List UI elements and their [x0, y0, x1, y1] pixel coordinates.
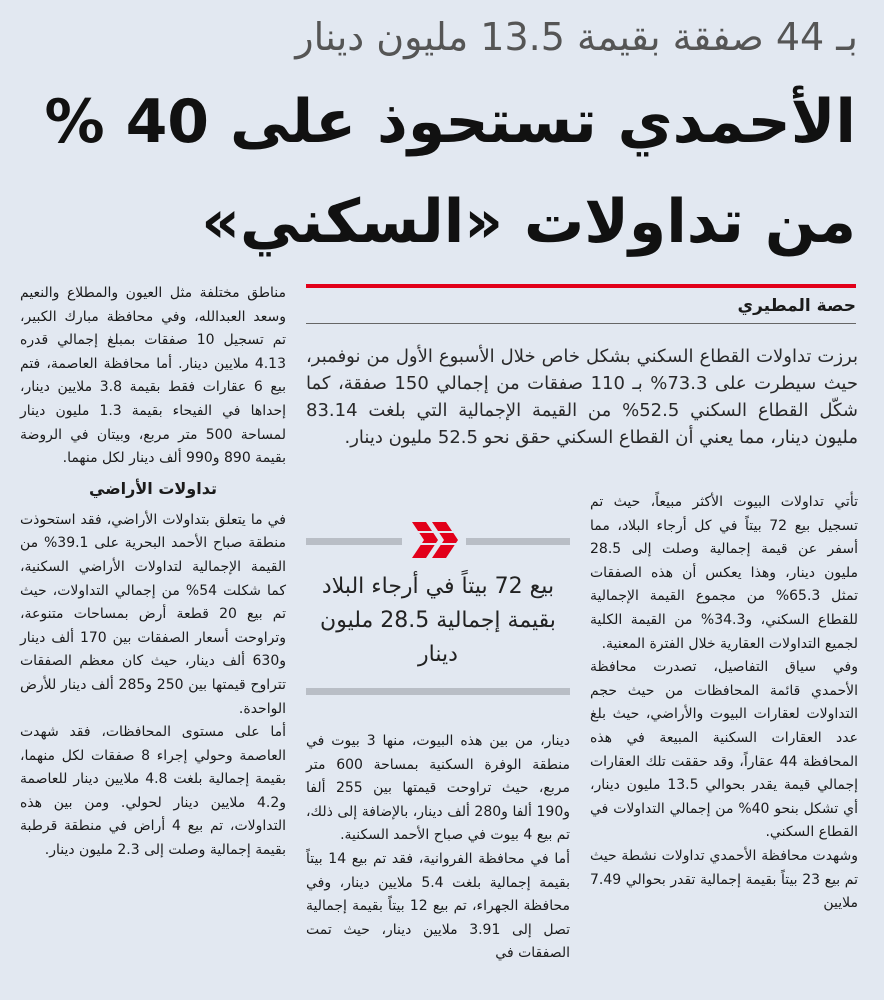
lead-paragraph [306, 343, 858, 451]
paragraph: أما على مستوى المحافظات، فقد شهدت العاصمة وحولي إجراء 8 صفقات لكل منهما، بقيمة إجمالية بلغت 4.8 ملايين دينار للعاصمة و4.2 ملايين دينار لحولي. ومن بين هذه التداولات، تم بيع 4 أراض في منطقة قرطبة بقيمة إجمالية وصلت إلى 2.3 مليون دينار. [20, 724, 286, 859]
kicker: بـ 44 صفقة بقيمة 13.5 مليون دينار [295, 15, 858, 59]
byline-rule [306, 323, 856, 324]
column-right [590, 491, 858, 916]
headline-line-1: الأحمدي تستحوذ على 40 % [44, 87, 856, 157]
paragraph: في ما يتعلق بتداولات الأراضي، فقد استحوذت منطقة صباح الأحمد البحرية على 39.1% من القيمة الإجمالية لتداولات الأراضي السكنية، كما شكلت 54% من إجمالي التداولات، حيث تم بيع 20 قطعة أرض بمساحات متنوعة، وتراوحت أسعار الصفقات بين 170 ألف دينار و630 ألف دينار، حيث كان معظم الصفقات تتراوح قيمتها بين 250 و285 ألف دينار للأرض الواحدة. [20, 511, 286, 717]
lead-text: برزت تداولات القطاع السكني بشكل خاص خلال الأسبوع الأول من نوفمبر، حيث سيطرت على 73.3% بـ 110 صفقات من إجمالي 150 صفقة، كما شكّل القطاع السكني 52.5% من القيمة الإجمالية التي بلغت 83.14 مليون دينار، مما يعني أن القطاع السكني حقق نحو 52.5 مليون دينار. [306, 346, 858, 448]
accent-rule [306, 284, 856, 288]
byline: حصة المطيري [737, 296, 856, 316]
paragraph: وفي سياق التفاصيل، تصدرت محافظة الأحمدي قائمة المحافظات من حيث حجم التداولات لعقارات البيوت والأراضي، حيث بلغ عدد العقارات السكنية المبيعة في هذه المحافظة 44 عقاراً، وقد حققت تلك العقارات إجمالي قيمة يقدر بحوالي 13.5 مليون دينار، أي تشكل بنحو 40% من إجمالي التداولات في القطاع السكني. [590, 659, 859, 841]
column-left [20, 282, 286, 863]
paragraph: أما في محافظة الفروانية، فقد تم بيع 14 بيتاً بقيمة إجمالية بلغت 5.4 ملايين دينار، وفي محافظة الجهراء، تم بيع 12 بيتاً بقيمة إجمالية تصل إلى 3.91 ملايين دينار، حيث تمت الصفقات في [306, 850, 571, 962]
pull-quote-bar-left [306, 538, 402, 545]
pull-quote-bar-bottom [306, 688, 570, 695]
paragraph: وشهدت محافظة الأحمدي تداولات نشطة حيث تم بيع 23 بيتاً بقيمة إجمالية تقدر بحوالي 7.49 ملايين [590, 847, 859, 912]
pull-quote: بيع 72 بيتاً في أرجاء البلاد بقيمة إجمالية 28.5 مليون دينار [320, 574, 556, 667]
paragraph: تأتي تداولات البيوت الأكثر مبيعاً، حيث تم تسجيل بيع 72 بيتاً في كل أرجاء البلاد، مما أسفر عن قيمة إجمالية وصلت إلى 28.5 مليون دينار، وهذا يعكس أن هذه الصفقات تمثل 65.3% من مجموع القيمة الإجمالية للقطاع السكني، و34.3% من القيمة الكلية لجميع التداولات العقارية خلال الفترة المعنية. [590, 494, 858, 652]
paragraph: دينار، من بين هذه البيوت، منها 3 بيوت في منطقة الوفرة السكنية بمساحة 600 متر مربع، حيث تراوحت قيمتها بين 255 ألفا و190 ألفا و280 ألف دينار، بالإضافة إلى ذلك، تم بيع 4 بيوت في صباح الأحمد السكنية. [306, 733, 571, 844]
headline-line-2: من تداولات «السكني» [201, 187, 856, 257]
paragraph: مناطق مختلفة مثل العيون والمطلاع والنعيم وسعد العبدالله، وفي محافظة مبارك الكبير، تم تسجيل 10 صفقات بمبلغ إجمالي قدره 4.13 ملايين دينار. أما محافظة العاصمة، فتم بيع 6 عقارات فقط بقيمة 3.8 ملايين دينار، إحداها في الفيحاء بقيمة 1.3 مليون دينار لمساحة 500 متر مربع، وبيتان في الروضة بقيمة 890 و990 ألف دينار لكل منهما. [20, 285, 286, 467]
column-middle [306, 730, 570, 966]
section-subhead: تداولات الأراضي [89, 478, 217, 498]
quote-mark-icon [408, 518, 460, 562]
pull-quote-bar-right [466, 538, 570, 545]
